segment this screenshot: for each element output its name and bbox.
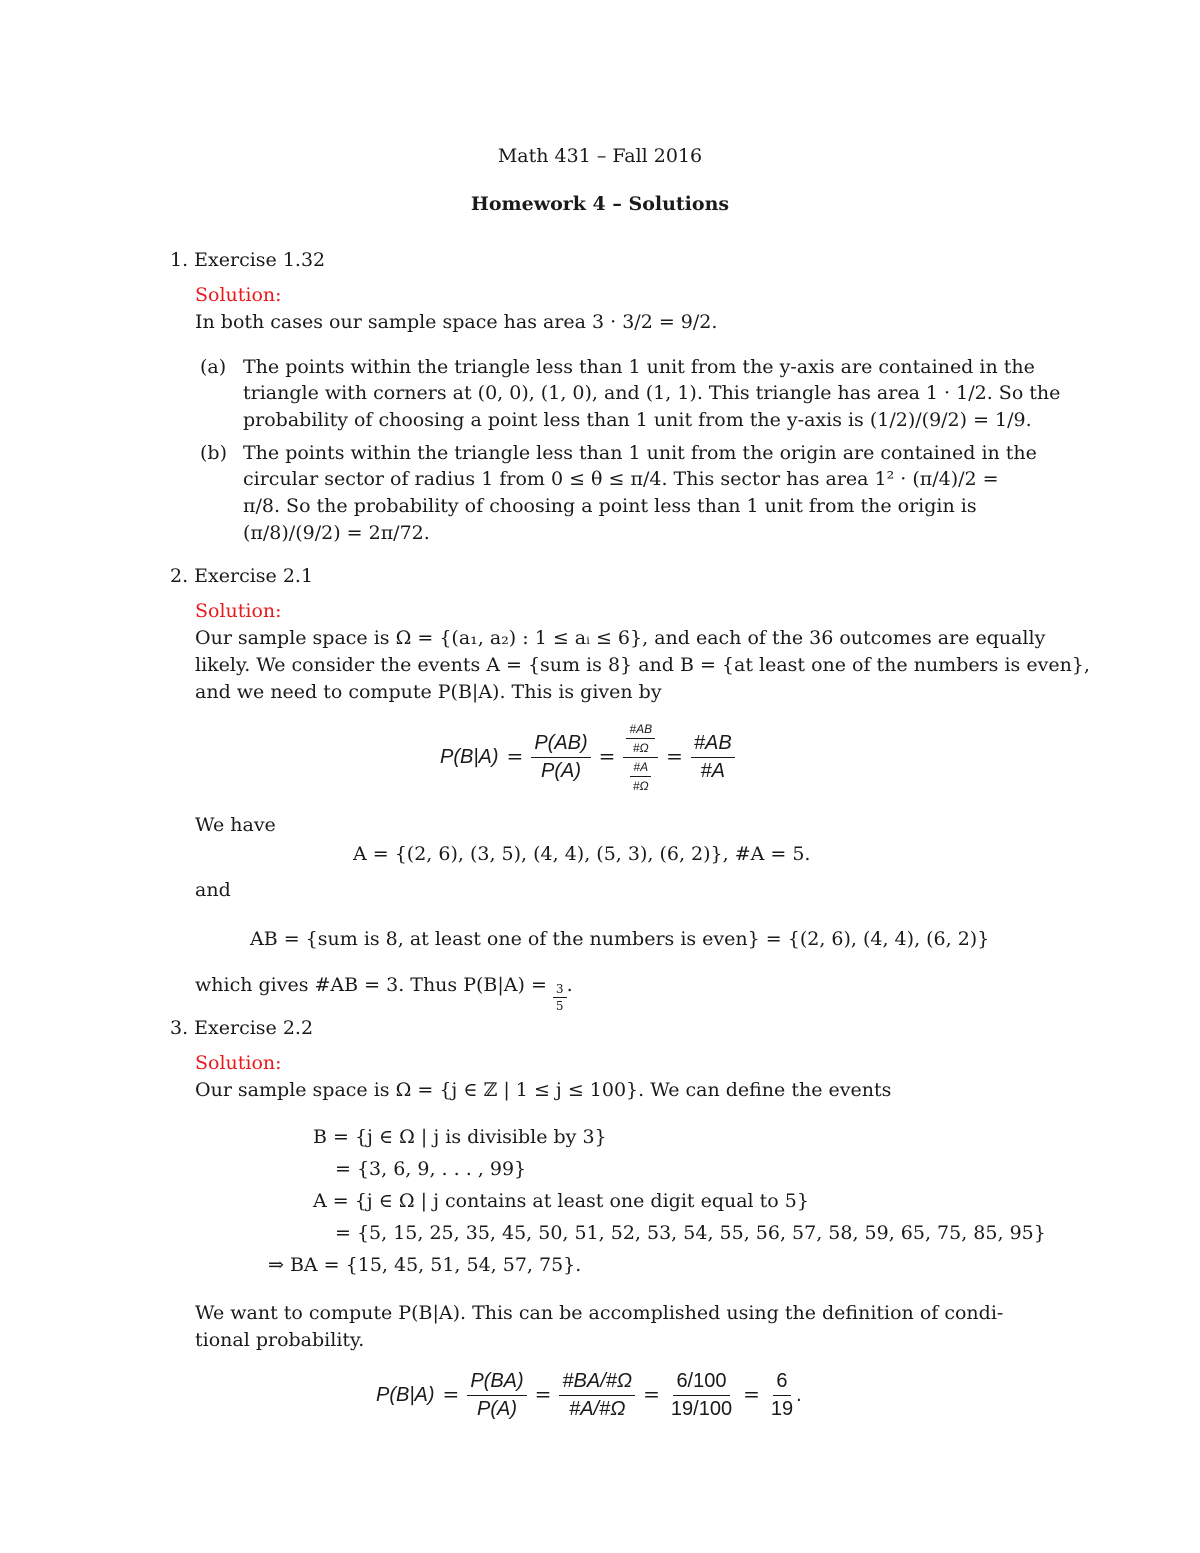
problem-2-heading: 2. Exercise 2.1: [170, 565, 314, 587]
eq1-f1-num: P(AB): [531, 732, 590, 758]
align-line-b: B = {j ∈ Ω | j is divisible by 3}: [313, 1126, 607, 1148]
eq2-fraction: [467, 1370, 526, 1421]
problem-3-heading: 3. Exercise 2.2: [170, 1017, 314, 1039]
conditional-probability-equation: P(B|A) = $\frac{P(AB)}{P(A)}$ = $\frac{\frac{\#AB}{\#\Omega}}{\frac{\#A}{\#\Omega}}$ = $\frac{\#AB}{\#A}$: [440, 722, 735, 793]
part-b-line: circular sector of radius 1 from 0 ≤ θ ≤ π/4. This sector has area 1² · (π/4)/2 =: [243, 468, 999, 490]
problem-2-conclusion: which gives #AB = 3. Thus P(B|A) = $\frac{3}{5}$ .: [195, 974, 573, 1013]
eq2-f2-num: #BA/#Ω: [559, 1370, 635, 1396]
course-title: Math 431 – Fall 2016: [497, 145, 703, 167]
eq2-f1-num: P(BA): [467, 1370, 526, 1396]
part-b-label: (b): [200, 442, 227, 464]
solution-label: Solution:: [195, 1052, 282, 1074]
solution-label: Solution:: [195, 284, 282, 306]
problem-2-line: Our sample space is Ω = {(a₁, a₂) : 1 ≤ aᵢ ≤ 6}, and each of the 36 outcomes are equally: [195, 627, 1046, 649]
align-line-ba: ⇒ BA = {15, 45, 51, 54, 57, 75}.: [268, 1254, 582, 1276]
align-line-a: A = {j ∈ Ω | j contains at least one digit equal to 5}: [313, 1190, 809, 1212]
part-b-line: The points within the triangle less than 1 unit from the origin are contained in the: [243, 442, 1037, 464]
conclusion-fraction: [553, 983, 567, 1012]
eq1-f3-num: #AB: [691, 732, 735, 758]
conclusion-num: 3: [553, 983, 567, 998]
eq1-fraction: [531, 732, 590, 783]
eq2-fraction: [668, 1370, 735, 1421]
problem-1-heading: 1. Exercise 1.32: [170, 249, 326, 271]
problem-2-line: likely. We consider the events A = {sum is 8} and B = {at least one of the numbers is even},: [195, 654, 1090, 676]
eq2-lhs: P(B|A): [376, 1383, 435, 1406]
problem-3-intro: Our sample space is Ω = {j ∈ ℤ | 1 ≤ j ≤ 100}. We can define the events: [195, 1079, 892, 1101]
eq2-f2-den: #A/#Ω: [569, 1398, 626, 1420]
solution-label: Solution:: [195, 600, 282, 622]
and-text: and: [195, 879, 231, 901]
part-b-line: π/8. So the probability of choosing a point less than 1 unit from the origin is: [243, 495, 977, 517]
conclusion-den: 5: [555, 999, 564, 1013]
part-b-line: (π/8)/(9/2) = 2π/72.: [243, 522, 430, 544]
align-line-a-set: = {5, 15, 25, 35, 45, 50, 51, 52, 53, 54, 55, 56, 57, 58, 59, 65, 75, 85, 95}: [335, 1222, 1046, 1244]
eq2-fraction: [559, 1370, 635, 1421]
eq1-f1-den: P(A): [540, 760, 581, 782]
eq2-f4-den: 19: [770, 1398, 794, 1420]
eq1-f2-nn: #AB: [626, 722, 655, 739]
problem-3-line: tional probability.: [195, 1329, 365, 1351]
we-have-text: We have: [195, 814, 276, 836]
part-a-line: probability of choosing a point less than 1 unit from the y-axis is (1/2)/(9/2) = 1/9.: [243, 409, 1032, 431]
eq1-compound-fraction: [623, 722, 658, 793]
eq2-f4-num: 6: [773, 1370, 790, 1396]
align-line-b-set: = {3, 6, 9, . . . , 99}: [335, 1158, 527, 1180]
conclusion-text: which gives #AB = 3. Thus P(B|A) =: [195, 974, 547, 996]
eq1-f3-den: #A: [700, 760, 726, 782]
final-probability-equation: P(B|A) = $\frac{P(BA)}{P(A)}$ = $\frac{\#BA/\#\Omega}{\#A/\#\Omega}$ = $\frac{6/100}{19/100}$ = $\frac{6}{19}$ .: [376, 1370, 802, 1420]
eq1-f2-dd: #Ω: [632, 779, 649, 793]
eq2-f3-den: 19/100: [670, 1398, 733, 1420]
eq2-f3-num: 6/100: [673, 1370, 729, 1396]
set-a-equation: A = {(2, 6), (3, 5), (4, 4), (5, 3), (6, 2)}, #A = 5.: [353, 843, 811, 865]
part-a-line: The points within the triangle less than 1 unit from the y-axis are contained in the: [243, 356, 1035, 378]
set-ab-equation: AB = {sum is 8, at least one of the numbers is even} = {(2, 6), (4, 4), (6, 2)}: [250, 928, 990, 950]
problem-1-intro: In both cases our sample space has area 3 · 3/2 = 9/2.: [195, 311, 718, 333]
eq1-f2-dn: #A: [630, 760, 651, 777]
eq2-f1-den: P(A): [476, 1398, 517, 1420]
part-a-label: (a): [200, 356, 227, 378]
problem-2-line: and we need to compute P(B|A). This is given by: [195, 681, 662, 703]
part-a-line: triangle with corners at (0, 0), (1, 0), and (1, 1). This triangle has area 1 · 1/2. So the: [243, 382, 1061, 404]
eq2-fraction: [768, 1370, 796, 1421]
eq1-fraction: [691, 732, 735, 783]
problem-3-line: We want to compute P(B|A). This can be accomplished using the definition of condi-: [195, 1302, 1004, 1324]
eq1-f2-nd: #Ω: [632, 741, 649, 755]
eq1-lhs: P(B|A): [440, 745, 499, 768]
page-title: Homework 4 – Solutions: [470, 193, 730, 215]
